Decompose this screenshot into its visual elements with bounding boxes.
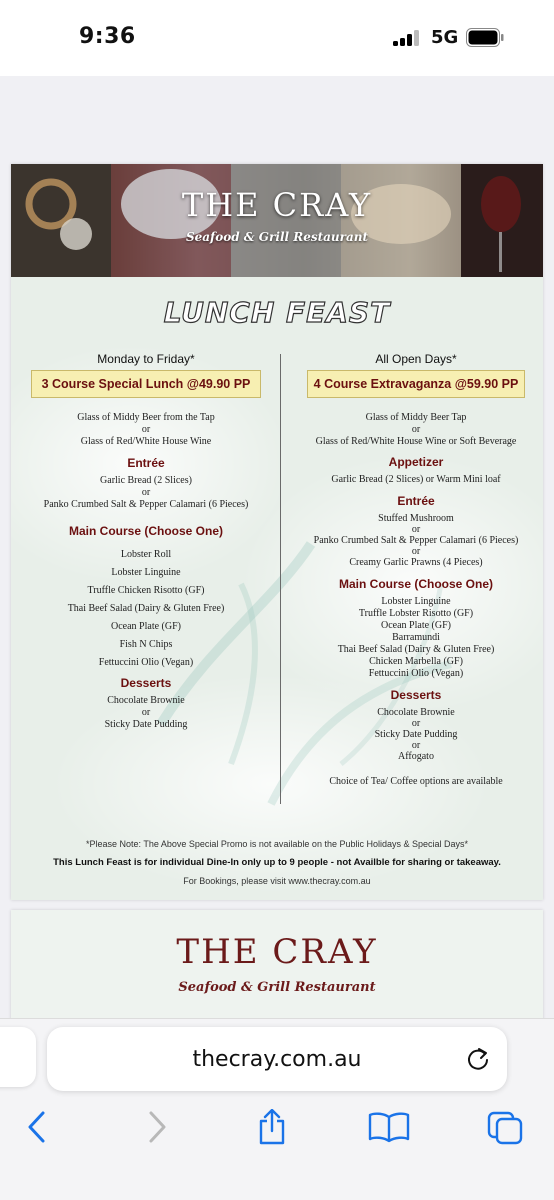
main-item: Fish N Chips <box>119 639 173 650</box>
price-badge: 3 Course Special Lunch @49.90 PP <box>31 370 261 398</box>
dessert-item: Chocolate Brownie <box>377 707 455 718</box>
main-item: Truffle Chicken Risotto (GF) <box>87 585 205 596</box>
section-heading-desserts: Desserts <box>390 688 442 702</box>
dessert-item: Affogato <box>398 751 434 762</box>
section-heading-desserts: Desserts <box>120 676 172 690</box>
lunch-feast-title: LUNCH FEAST <box>163 296 391 329</box>
all-days-label: All Open Days* <box>375 352 457 366</box>
address-bar[interactable] <box>47 1027 507 1091</box>
main-item: Fettuccini Olio (Vegan) <box>368 668 464 679</box>
main-item: Fettuccini Olio (Vegan) <box>98 657 194 668</box>
main-item: Lobster Roll <box>120 549 172 560</box>
main-item: Chicken Marbella (GF) <box>369 656 463 667</box>
menu-header-banner <box>11 164 543 277</box>
entree-item: Panko Crumbed Salt & Pepper Calamari (6 Pieces) <box>313 535 519 546</box>
or-separator: or <box>411 740 421 751</box>
url-text: thecray.com.au <box>192 1047 362 1072</box>
browser-toolbar <box>0 1018 554 1200</box>
dine-in-note: This Lunch Feast is for individual Dine-In only up to 9 people - not Availble for sharing or takeaway. <box>53 857 501 868</box>
status-time: 9:36 <box>79 24 136 49</box>
column-divider <box>280 354 281 804</box>
tea-coffee-note: Choice of Tea/ Coffee options are available <box>329 776 503 787</box>
main-item: Ocean Plate (GF) <box>381 620 451 631</box>
status-bar <box>0 0 554 76</box>
drink-item: Glass of Red/White House Wine or Soft Beverage <box>315 436 517 447</box>
entree-item: Creamy Garlic Prawns (4 Pieces) <box>349 557 483 568</box>
brand-subtitle: Seafood & Grill Restaurant <box>178 980 376 995</box>
all-days-menu-column <box>285 352 543 787</box>
main-item: Thai Beef Salad (Dairy & Gluten Free) <box>337 644 495 655</box>
main-item: Barramundi <box>392 632 440 643</box>
tabs-icon[interactable] <box>487 1109 525 1145</box>
or-separator: or <box>141 424 151 435</box>
signal-icon <box>393 30 423 46</box>
or-separator: or <box>141 487 151 498</box>
main-item: Ocean Plate (GF) <box>111 621 181 632</box>
or-separator: or <box>141 707 151 718</box>
forward-icon[interactable] <box>144 1109 170 1145</box>
dessert-item: Chocolate Brownie <box>107 695 185 706</box>
or-separator: or <box>411 424 421 435</box>
appetizer-item: Garlic Bread (2 Slices) or Warm Mini loaf <box>331 474 501 485</box>
main-item: Truffle Lobster Risotto (GF) <box>358 608 474 619</box>
network-label: 5G <box>431 27 459 48</box>
brand-title: THE CRAY <box>176 932 378 972</box>
or-separator: or <box>411 524 421 535</box>
entree-item: Panko Crumbed Salt & Pepper Calamari (6 Pieces) <box>43 499 249 510</box>
brand-subtitle: Seafood & Grill Restaurant <box>185 230 369 244</box>
section-heading-main: Main Course (Choose One) <box>338 577 493 591</box>
or-separator: or <box>411 718 421 729</box>
next-menu-image <box>11 910 543 1030</box>
promo-note: *Please Note: The Above Special Promo is not available on the Public Holidays & Special Days* <box>85 839 469 849</box>
drink-item: Glass of Middy Beer from the Tap <box>77 412 215 423</box>
section-heading-main: Main Course (Choose One) <box>68 524 223 538</box>
weekday-label: Monday to Friday* <box>97 352 195 366</box>
section-heading-entree: Entrée <box>127 456 165 470</box>
main-item: Lobster Linguine <box>381 596 451 607</box>
lunch-menu-image <box>11 164 543 900</box>
reload-icon[interactable] <box>465 1046 491 1072</box>
brand-title: THE CRAY <box>181 186 373 224</box>
dessert-item: Sticky Date Pudding <box>104 719 188 730</box>
section-heading-entree: Entrée <box>397 494 435 508</box>
battery-icon <box>466 28 504 47</box>
share-icon[interactable] <box>255 1109 289 1145</box>
drink-item: Glass of Middy Beer Tap <box>365 412 467 423</box>
entree-item: Stuffed Mushroom <box>378 513 454 524</box>
price-badge: 4 Course Extravaganza @59.90 PP <box>307 370 525 398</box>
booking-note: For Bookings, please visit www.thecray.com.au <box>183 876 371 886</box>
entree-item: Garlic Bread (2 Slices) <box>100 475 192 486</box>
main-item: Thai Beef Salad (Dairy & Gluten Free) <box>67 603 225 614</box>
main-item: Lobster Linguine <box>111 567 181 578</box>
previous-tab-pill[interactable] <box>0 1027 36 1087</box>
bookmarks-icon[interactable] <box>368 1109 410 1145</box>
back-icon[interactable] <box>24 1109 50 1145</box>
drink-item: Glass of Red/White House Wine <box>80 436 212 447</box>
section-heading-appetizer: Appetizer <box>388 455 444 469</box>
dessert-item: Sticky Date Pudding <box>374 729 458 740</box>
or-separator: or <box>411 546 421 557</box>
weekday-menu-column <box>15 352 277 730</box>
